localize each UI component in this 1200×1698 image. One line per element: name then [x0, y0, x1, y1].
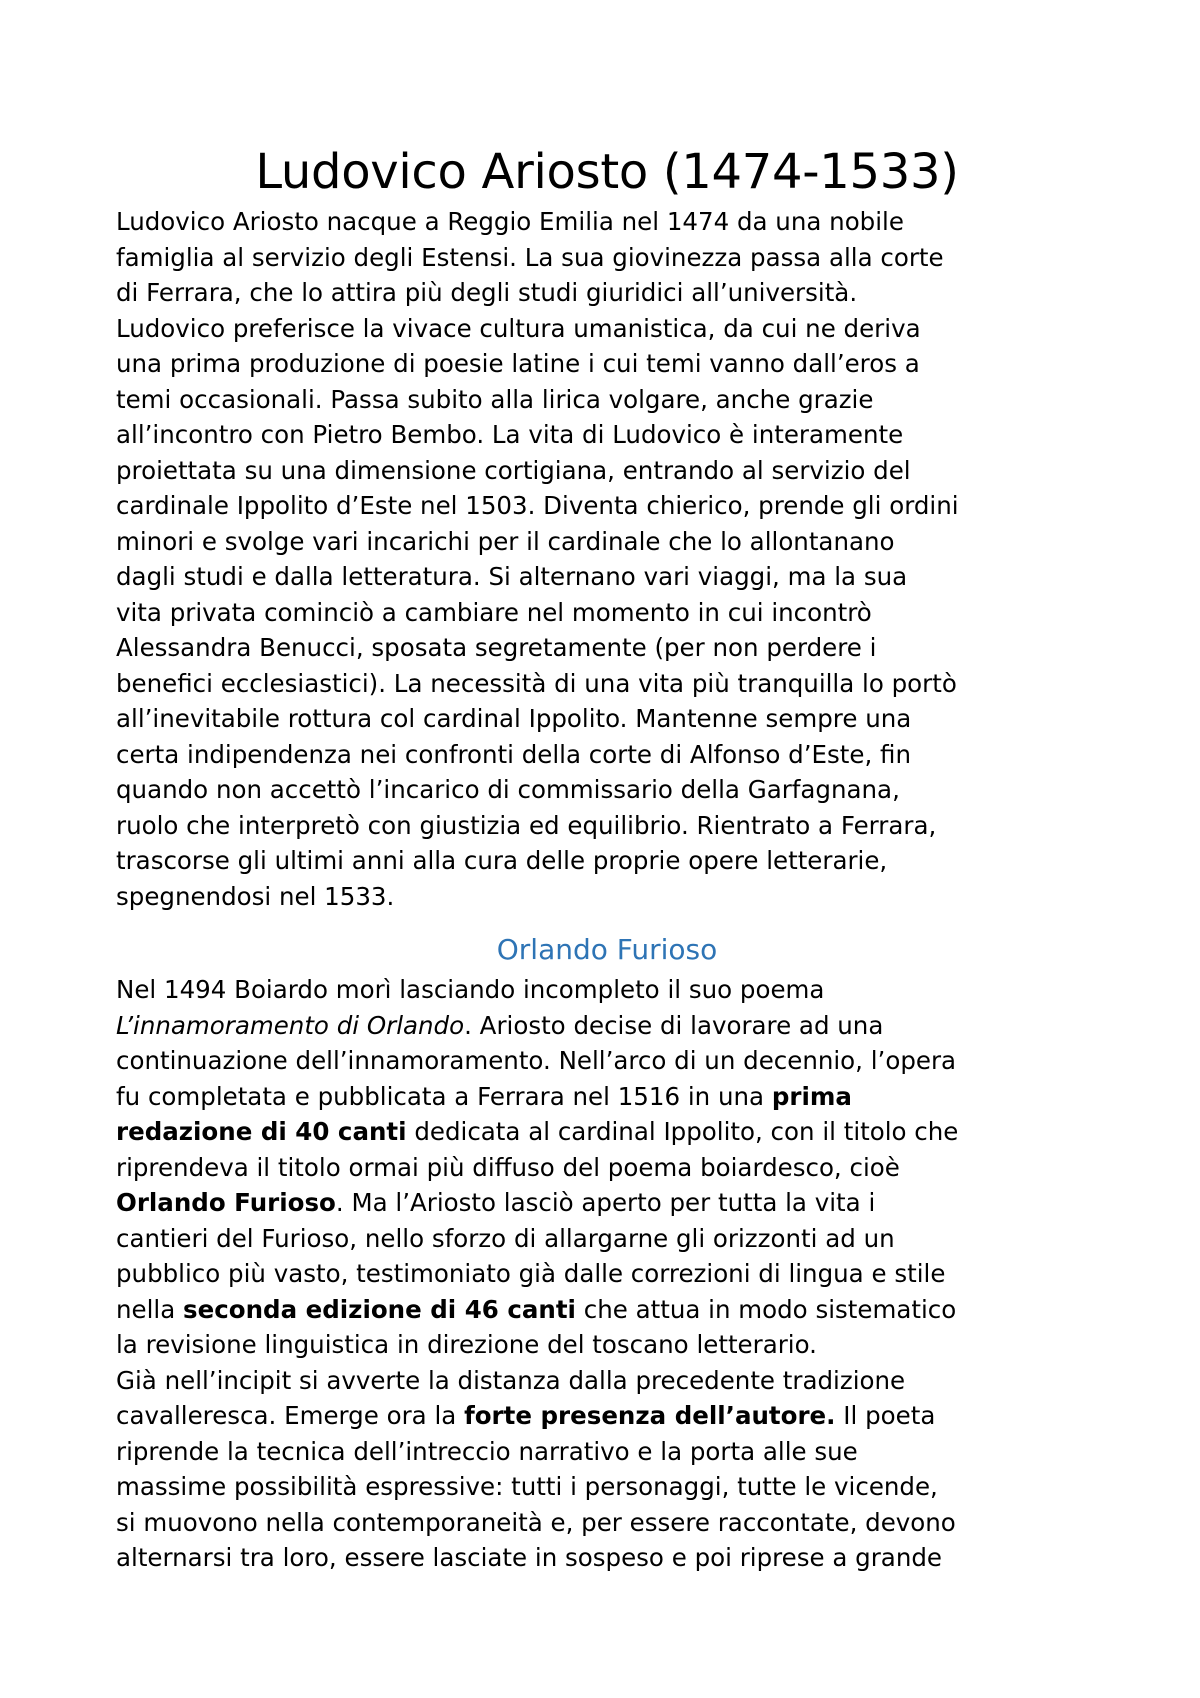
paragraph-line: ruolo che interpretò con giustizia ed equilibrio. Rientrato a Ferrara,: [116, 810, 937, 840]
paragraph-line: una prima produzione di poesie latine i cui temi vanno dall’eros a: [116, 349, 920, 378]
paragraph-line: riprende la tecnica dell’intreccio narrativo e la porta alle sue: [116, 1436, 858, 1466]
paragraph-line: cardinale Ippolito d’Este nel 1503. Diventa chierico, prende gli ordini: [116, 491, 959, 520]
paragraph-line: Alessandra Benucci, sposata segretamente (per non perdere i: [116, 633, 877, 662]
paragraph-line: [116, 1079, 1098, 1115]
page-title: Ludovico Ariosto (1474-1533): [255, 144, 959, 200]
section-heading-orlando-furioso: Orlando Furioso: [496, 933, 718, 966]
paragraph-line: Già nell’incipit si avverte la distanza dalla precedente tradizione: [116, 1365, 906, 1395]
paragraph-line: famiglia al servizio degli Estensi. La sua giovinezza passa alla corte: [116, 242, 944, 272]
paragraph-line: benefici ecclesiastici). La necessità di una vita più tranquilla lo portò: [116, 668, 957, 698]
bold-text-run: Orlando Furioso: [116, 1188, 336, 1217]
paragraph-line: [116, 1292, 1098, 1328]
paragraph-line: cantieri del Furioso, nello sforzo di allargarne gli orizzonti ad un: [116, 1223, 895, 1253]
paragraph-line: temi occasionali. Passa subito alla lirica volgare, anche grazie: [116, 384, 874, 414]
paragraph-line: trascorse gli ultimi anni alla cura delle proprie opere letterarie,: [116, 846, 888, 875]
paragraph-line: minori e svolge vari incarichi per il cardinale che lo allontanano: [116, 526, 895, 556]
paragraph-line: vita privata cominciò a cambiare nel momento in cui incontrò: [116, 597, 872, 627]
paragraph-line: pubblico più vasto, testimoniato già dalle correzioni di lingua e stile: [116, 1259, 946, 1288]
paragraph-line: [116, 1114, 1098, 1150]
paragraph-line: [116, 1008, 1098, 1044]
paragraph-line: all’inevitabile rottura col cardinal Ippolito. Mantenne sempre una: [116, 704, 912, 733]
text-run: Il poeta: [835, 1401, 936, 1430]
bold-text-run: seconda edizione di 46 canti: [183, 1294, 576, 1324]
paragraph-line: [116, 1185, 1098, 1221]
italic-work-title: L’innamoramento di Orlando: [116, 1010, 465, 1040]
text-run: fu completata e pubblicata a Ferrara nel 1516 in una: [116, 1081, 772, 1111]
text-run: che attua in modo sistematico: [575, 1294, 957, 1324]
paragraph-line: riprendeva il titolo ormai più diffuso del poema boiardesco, cioè: [116, 1152, 900, 1182]
paragraph-line: spegnendosi nel 1533.: [116, 881, 395, 911]
bold-text-run: prima: [771, 1081, 852, 1111]
paragraph-line: alternarsi tra loro, essere lasciate in sospeso e poi riprese a grande: [116, 1543, 942, 1572]
paragraph-line: Ludovico Ariosto nacque a Reggio Emilia nel 1474 da una nobile: [116, 207, 904, 236]
paragraph-line: Nel 1494 Boiardo morì lasciando incompleto il suo poema: [116, 975, 825, 1004]
text-run: cavalleresca. Emerge ora la: [116, 1401, 465, 1430]
text-run: nella: [116, 1294, 184, 1324]
orlando-furioso-paragraph: [116, 972, 1098, 1576]
paragraph-line: all’incontro con Pietro Bembo. La vita di Ludovico è interamente: [116, 420, 904, 449]
paragraph-line: certa indipendenza nei confronti della corte di Alfonso d’Este, fin: [116, 739, 911, 769]
paragraph-line: massime possibilità espressive: tutti i personaggi, tutte le vicende,: [116, 1472, 938, 1501]
paragraph-line: dagli studi e dalla letteratura. Si alternano vari viaggi, ma la sua: [116, 562, 908, 591]
paragraph-line: [116, 1398, 1098, 1434]
paragraph-line: di Ferrara, che lo attira più degli studi giuridici all’università.: [116, 278, 858, 307]
paragraph-line: proiettata su una dimensione cortigiana, entrando al servizio del: [116, 455, 911, 485]
paragraph-line: Ludovico preferisce la vivace cultura umanistica, da cui ne deriva: [116, 313, 921, 343]
paragraph-line: continuazione dell’innamoramento. Nell’arco di un decennio, l’opera: [116, 1046, 957, 1075]
bold-text-run: forte presenza dell’autore.: [464, 1401, 836, 1430]
paragraph-line: si muovono nella contemporaneità e, per essere raccontate, devono: [116, 1507, 956, 1537]
bold-text-run: redazione di 40 canti: [116, 1117, 407, 1146]
text-run: dedicata al cardinal Ippolito, con il titolo che: [406, 1117, 959, 1146]
document-page: [116, 140, 1098, 1576]
paragraph-line: quando non accettò l’incarico di commissario della Garfagnana,: [116, 775, 900, 804]
text-run: . Ariosto decise di lavorare ad una: [464, 1010, 884, 1040]
text-run: . Ma l’Ariosto lasciò aperto per tutta la vita i: [335, 1188, 876, 1217]
paragraph-line: la revisione linguistica in direzione del toscano letterario.: [116, 1330, 817, 1359]
biography-paragraph: [116, 204, 1098, 914]
